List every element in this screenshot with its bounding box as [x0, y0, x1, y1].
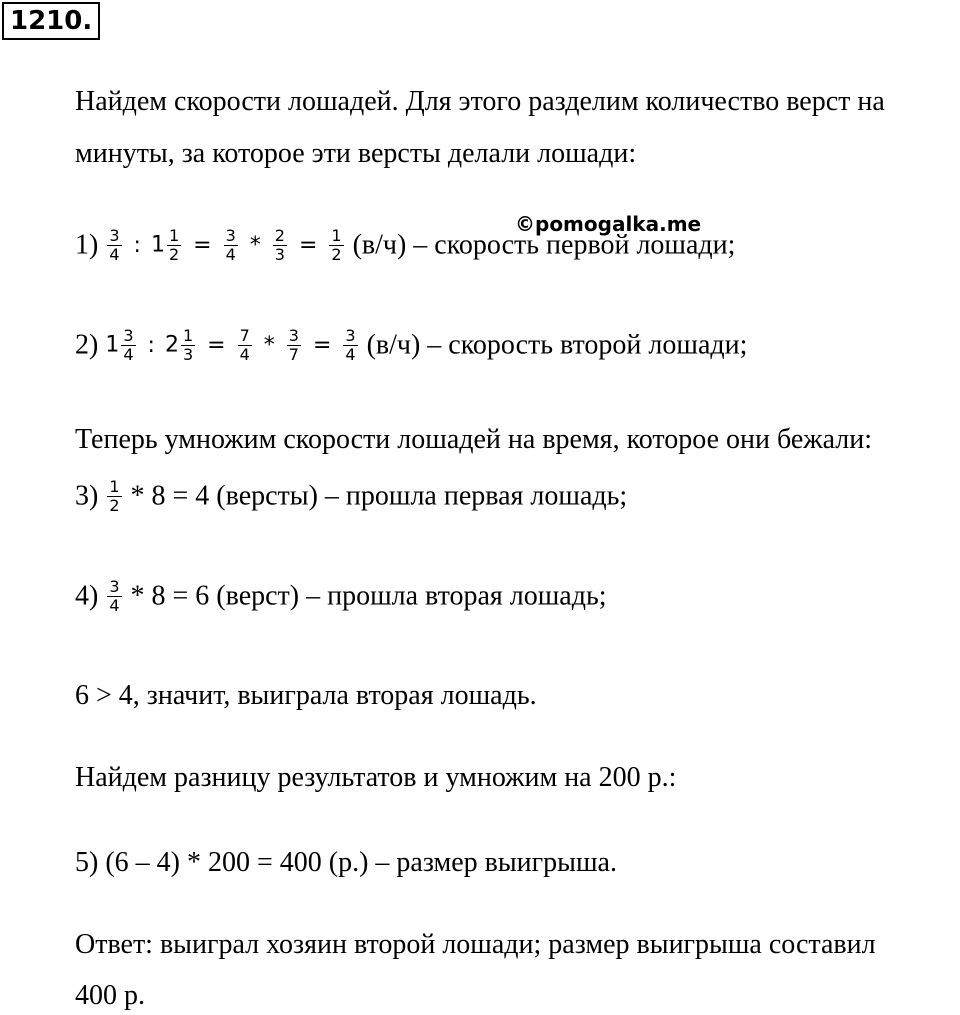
- problem-number: 1210.: [2, 2, 100, 40]
- step-1-prefix: 1): [75, 229, 99, 261]
- fraction: $\frac{3}{4}$: [109, 226, 120, 264]
- step-2-result: (в/ч) – скорость второй лошади;: [366, 329, 748, 361]
- fraction: $\frac{1}{2}$: [168, 226, 180, 264]
- now-multiply-text: Теперь умножим скорости лошадей на время, которое они бежали:: [75, 424, 873, 455]
- step-5: 5) (6 – 4) * 200 = 400 (р.) – размер выигрыша.: [75, 847, 617, 878]
- step-3-prefix: 3): [75, 480, 99, 512]
- answer-line-1: Ответ: выиграл хозяин второй лошади; размер выигрыша составил: [75, 929, 876, 960]
- multiply-sign: *: [263, 332, 275, 358]
- step-4-prefix: 4): [75, 580, 99, 612]
- multiply-sign: *: [249, 232, 261, 258]
- fraction: $\frac{3}{4}$: [345, 326, 356, 364]
- watermark: ©pomogalka.me: [515, 212, 702, 236]
- fraction: $\frac{3}{4}$: [109, 577, 120, 615]
- fraction: $\frac{3}{4}$: [123, 326, 134, 364]
- divide-sign: :: [133, 232, 141, 258]
- step-4: [75, 578, 607, 615]
- step-3-result: * 8 = 4 (версты) – прошла первая лошадь;: [130, 480, 628, 512]
- equals-sign: =: [312, 332, 332, 358]
- fraction: $\frac{7}{4}$: [239, 326, 250, 364]
- divide-sign: :: [147, 332, 155, 358]
- fraction: $\frac{1}{3}$: [182, 326, 194, 364]
- whole-number: 1: [105, 332, 120, 358]
- equals-sign: =: [207, 332, 226, 358]
- intro-line-1: Найдем скорости лошадей. Для этого разделим количество верст на: [75, 86, 885, 117]
- whole-number: 1: [150, 232, 165, 258]
- step-1: [75, 227, 735, 264]
- compare-text: 6 > 4, значит, выиграла вторая лошадь.: [75, 680, 537, 711]
- fraction: $\frac{3}{7}$: [288, 326, 299, 364]
- whole-number: 2: [164, 332, 179, 358]
- step-2-prefix: 2): [75, 329, 99, 361]
- intro-line-2: минуты, за которое эти версты делали лошади:: [75, 138, 637, 169]
- answer-line-2: 400 р.: [75, 980, 145, 1011]
- step-3: [75, 478, 627, 515]
- equals-sign: =: [193, 232, 212, 258]
- step-4-result: * 8 = 6 (верст) – прошла вторая лошадь;: [130, 580, 607, 612]
- equals-sign: =: [298, 232, 318, 258]
- fraction: $\frac{3}{4}$: [225, 226, 236, 264]
- step-2: [75, 327, 747, 364]
- fraction: $\frac{2}{3}$: [274, 226, 285, 264]
- fraction: $\frac{1}{2}$: [109, 477, 120, 515]
- fraction: $\frac{1}{2}$: [331, 226, 342, 264]
- step-1-result: (в/ч) – скорость первой лошади;: [352, 229, 736, 261]
- difference-text: Найдем разницу результатов и умножим на 200 р.:: [75, 762, 677, 793]
